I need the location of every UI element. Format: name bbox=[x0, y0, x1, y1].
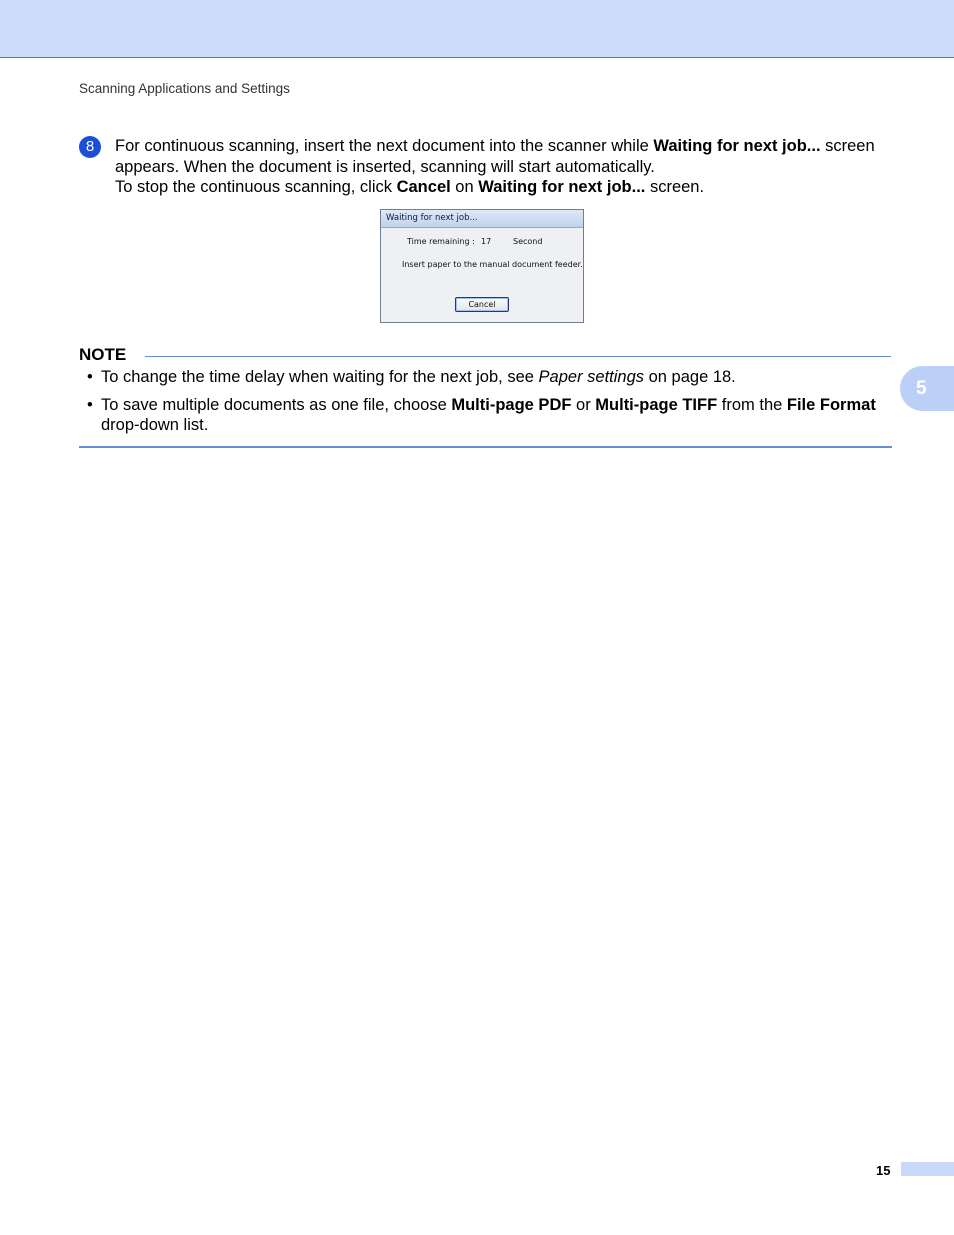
multi-page-pdf: Multi-page PDF bbox=[451, 395, 572, 414]
note-title: NOTE bbox=[79, 345, 127, 364]
step-line2-screen-name: Waiting for next job... bbox=[478, 178, 646, 196]
bullet-icon: • bbox=[87, 368, 93, 386]
note-item bbox=[87, 367, 892, 388]
step-8 bbox=[79, 136, 894, 198]
note-item2-post: drop-down list. bbox=[101, 416, 209, 434]
top-band bbox=[0, 0, 954, 58]
dialog-message: Insert paper to the manual document feeder. bbox=[402, 260, 583, 269]
paper-settings-reference: Paper settings bbox=[538, 368, 645, 386]
note-item1-post: on page 18. bbox=[644, 368, 736, 386]
time-remaining-unit: Second bbox=[513, 237, 543, 246]
step-line2-cancel: Cancel bbox=[396, 178, 451, 196]
note-rule-top bbox=[145, 356, 891, 357]
chapter-tab: 5 bbox=[900, 366, 954, 411]
step-line2-mid: on bbox=[450, 178, 479, 196]
cancel-button[interactable]: Cancel bbox=[455, 297, 509, 312]
page-footer-bar bbox=[901, 1162, 954, 1176]
time-remaining-label: Time remaining : bbox=[407, 237, 475, 246]
note-rule-bottom bbox=[79, 446, 892, 448]
note-list bbox=[87, 367, 892, 443]
step-line2-post: screen. bbox=[645, 178, 705, 196]
waiting-dialog-screenshot bbox=[380, 209, 584, 323]
note-item1-pre: To change the time delay when waiting for the next job, see bbox=[101, 368, 539, 386]
step-text bbox=[115, 136, 894, 198]
note-item bbox=[87, 395, 892, 436]
note-item2-mid2: from the bbox=[717, 395, 787, 414]
dialog-title: Waiting for next job... bbox=[381, 210, 583, 228]
step-line1-bold: Waiting for next job... bbox=[653, 137, 821, 155]
note-item2-pre: To save multiple documents as one file, choose bbox=[101, 395, 452, 414]
step-line1-pre: For continuous scanning, insert the next document into the scanner while bbox=[115, 137, 654, 155]
multi-page-tiff: Multi-page TIFF bbox=[595, 395, 718, 414]
file-format: File Format bbox=[786, 395, 876, 414]
time-remaining-value: 17 bbox=[481, 237, 492, 246]
note-item2-mid1: or bbox=[571, 395, 596, 414]
step-number-badge: 8 bbox=[79, 136, 101, 158]
step-line2-pre: To stop the continuous scanning, click bbox=[115, 178, 397, 196]
step-line1-post: screen appears. When the document is inserted, scanning will start automatically. bbox=[115, 137, 875, 176]
running-header: Scanning Applications and Settings bbox=[79, 81, 290, 96]
page-number: 15 bbox=[876, 1163, 891, 1178]
bullet-icon: • bbox=[87, 395, 93, 414]
